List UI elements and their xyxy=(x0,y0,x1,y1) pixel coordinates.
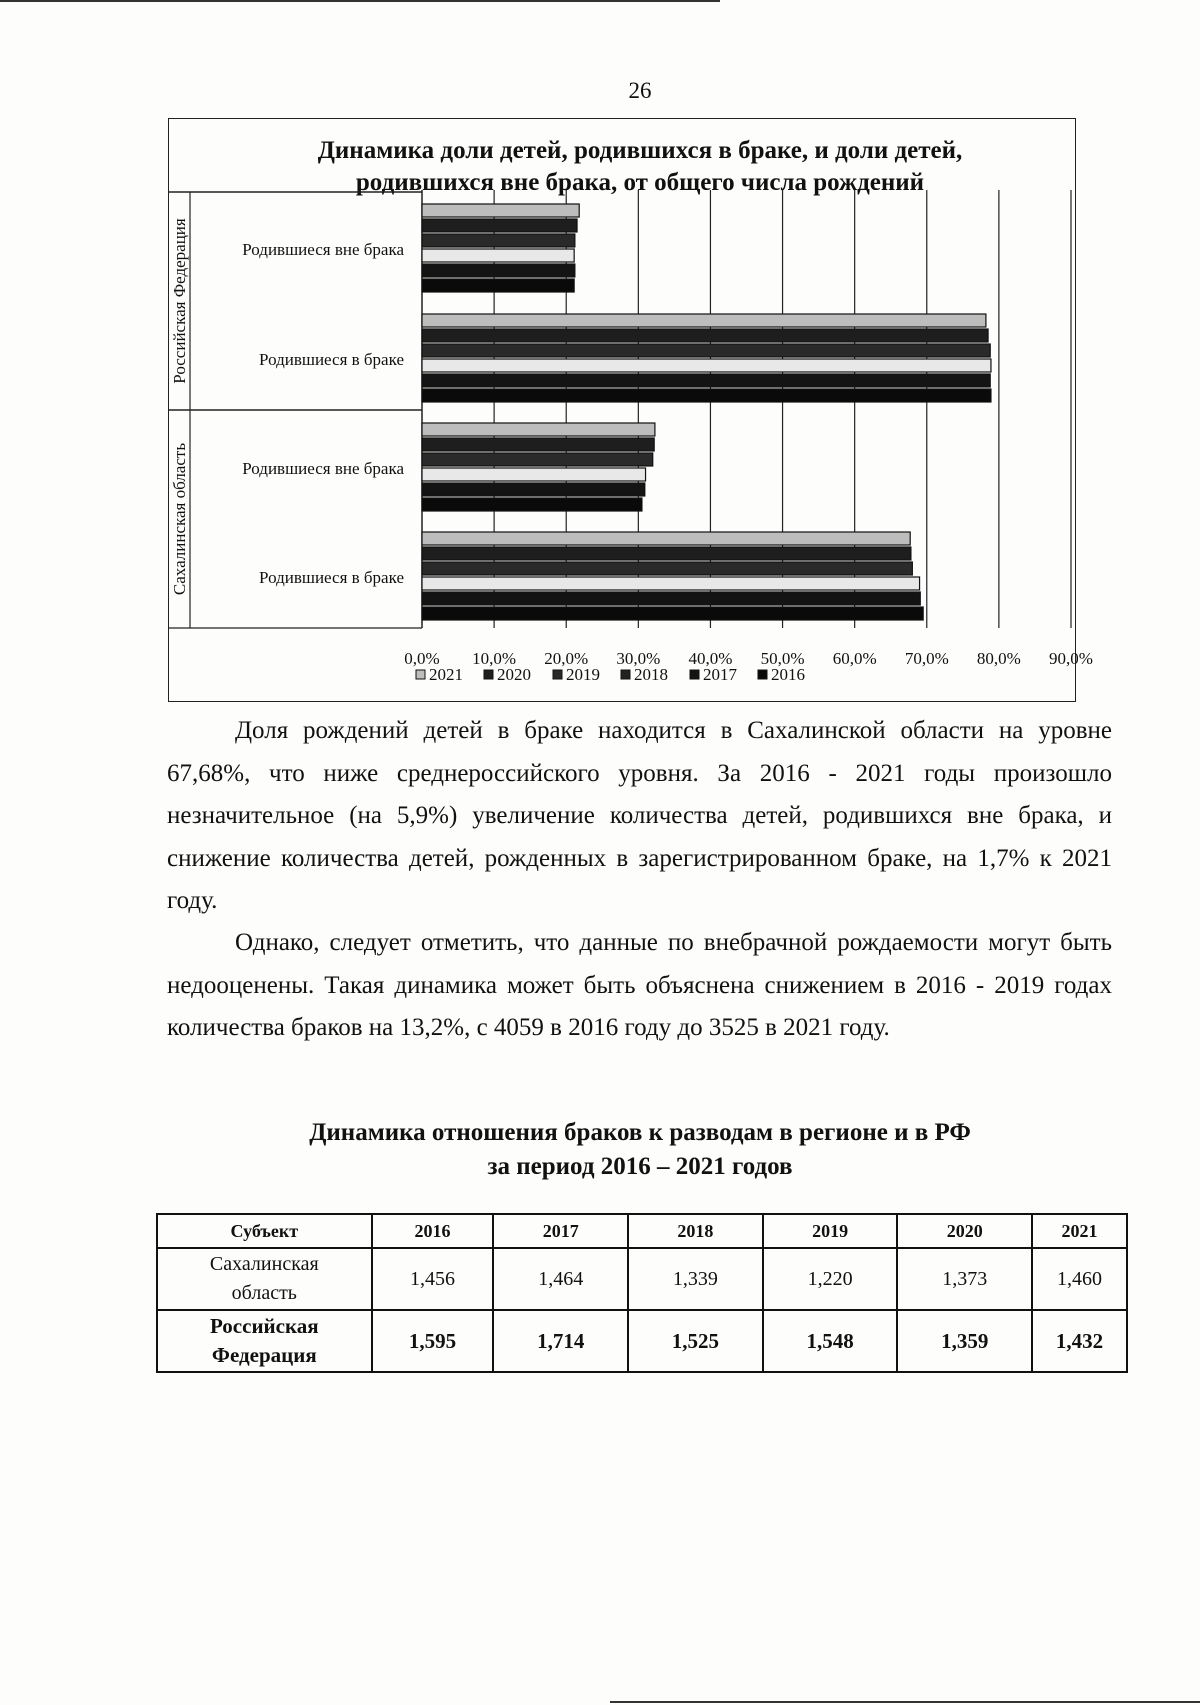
bar xyxy=(422,453,653,466)
bar xyxy=(422,204,579,217)
table-header-row xyxy=(157,1214,1127,1248)
legend-swatch xyxy=(484,670,493,679)
bar xyxy=(422,607,923,620)
x-tick-label: 60,0% xyxy=(832,649,877,668)
legend-label: 2021 xyxy=(429,665,463,684)
header-cell: 2021 xyxy=(1032,1214,1127,1248)
legend-swatch xyxy=(553,670,562,679)
bar xyxy=(422,423,655,436)
legend-swatch xyxy=(690,670,699,679)
bar xyxy=(422,389,991,402)
legend-label: 2019 xyxy=(566,665,600,684)
bar xyxy=(422,483,645,496)
x-tick-label: 20,0% xyxy=(544,649,589,668)
table-title xyxy=(180,1116,1100,1184)
bar xyxy=(422,359,991,372)
header-cell: 2019 xyxy=(763,1214,898,1248)
bar xyxy=(422,329,988,342)
bar-chart xyxy=(168,118,1093,702)
category-label: Родившиеся вне брака xyxy=(242,240,404,259)
category-label: Родившиеся в браке xyxy=(259,350,404,369)
bar xyxy=(422,219,577,232)
bar xyxy=(422,279,574,292)
value-cell: 1,220 xyxy=(763,1248,898,1310)
paragraph-1: Доля рождений детей в браке находится в Сахалинской области на уровне 67,68%, что ниже среднероссийского уровня. За 2016 - 2021 годы произошло незначительное (на 5,9%) увеличение количества детей, родившихся вне брака, и снижение количества детей, рожденных в зарегистрированном браке, на 1,7% к 2021 году. xyxy=(167,717,1112,914)
group-label: Сахалинская область xyxy=(170,442,189,596)
value-cell: 1,595 xyxy=(372,1310,494,1372)
value-cell: 1,548 xyxy=(763,1310,898,1372)
subject-cell xyxy=(157,1310,372,1372)
legend-swatch xyxy=(758,670,767,679)
bar xyxy=(422,264,575,277)
x-tick-label: 50,0% xyxy=(760,649,805,668)
legend-label: 2016 xyxy=(771,665,805,684)
paragraph-2: Однако, следует отметить, что данные по внебрачной рождаемости могут быть недооценены. Такая динамика может быть объяснена снижением в 2016 - 2019 годах количества браков на 13,2%, с 4059 в 2016 году до 3525 в 2021 году. xyxy=(167,929,1112,1041)
x-tick-label: 30,0% xyxy=(616,649,661,668)
group-label: Российская Федерация xyxy=(170,218,189,384)
table-row xyxy=(157,1248,1127,1310)
page-number: 26 xyxy=(628,78,652,103)
marriage-divorce-table xyxy=(156,1213,1128,1373)
value-cell: 1,359 xyxy=(897,1310,1032,1372)
bar xyxy=(422,344,990,357)
header-cell: 2020 xyxy=(897,1214,1032,1248)
header-cell: 2016 xyxy=(372,1214,494,1248)
legend-label: 2017 xyxy=(703,665,737,684)
bar xyxy=(422,498,642,511)
bar xyxy=(422,532,910,545)
bar xyxy=(422,249,574,262)
subject-cell xyxy=(157,1248,372,1310)
header-cell: 2017 xyxy=(493,1214,628,1248)
legend-label: 2020 xyxy=(497,665,531,684)
bar xyxy=(422,374,990,387)
subject-line: Российская xyxy=(210,1314,319,1338)
value-cell: 1,456 xyxy=(372,1248,494,1310)
x-tick-label: 90,0% xyxy=(1049,649,1093,668)
bar xyxy=(422,547,911,560)
value-cell: 1,714 xyxy=(493,1310,628,1372)
value-cell: 1,432 xyxy=(1032,1310,1127,1372)
value-cell: 1,525 xyxy=(628,1310,763,1372)
category-label: Родившиеся вне брака xyxy=(242,459,404,478)
value-cell: 1,373 xyxy=(897,1248,1032,1310)
x-tick-label: 10,0% xyxy=(472,649,517,668)
table-title-line-1: Динамика отношения браков к разводам в регионе и в РФ xyxy=(309,1119,971,1146)
value-cell: 1,464 xyxy=(493,1248,628,1310)
x-tick-label: 80,0% xyxy=(976,649,1021,668)
bar xyxy=(422,234,575,247)
scan-bottom-edge xyxy=(610,1701,1200,1703)
subject-line: Сахалинская xyxy=(209,1253,319,1275)
legend-swatch xyxy=(416,670,425,679)
value-cell: 1,460 xyxy=(1032,1248,1127,1310)
bar xyxy=(422,592,920,605)
chart-title-line-1: Динамика доли детей, родившихся в браке, и доли детей, xyxy=(317,137,963,164)
bar xyxy=(422,577,920,590)
x-tick-label: 0,0% xyxy=(404,649,440,668)
subject-line: Федерация xyxy=(211,1343,317,1367)
value-cell: 1,339 xyxy=(628,1248,763,1310)
category-label: Родившиеся в браке xyxy=(259,568,404,587)
header-cell: Субъект xyxy=(157,1214,372,1248)
legend-swatch xyxy=(621,670,630,679)
x-tick-label: 40,0% xyxy=(688,649,733,668)
bar xyxy=(422,438,654,451)
legend-label: 2018 xyxy=(634,665,668,684)
table-title-line-2: за период 2016 – 2021 годов xyxy=(487,1153,793,1180)
scan-top-edge xyxy=(0,0,720,2)
bar xyxy=(422,468,646,481)
header-cell: 2018 xyxy=(628,1214,763,1248)
chart-title-line-2: родившихся вне брака, от общего числа рождений xyxy=(355,169,925,196)
x-tick-label: 70,0% xyxy=(904,649,949,668)
table-row xyxy=(157,1310,1127,1372)
bar xyxy=(422,314,986,327)
subject-line: область xyxy=(231,1282,297,1304)
bar xyxy=(422,562,912,575)
